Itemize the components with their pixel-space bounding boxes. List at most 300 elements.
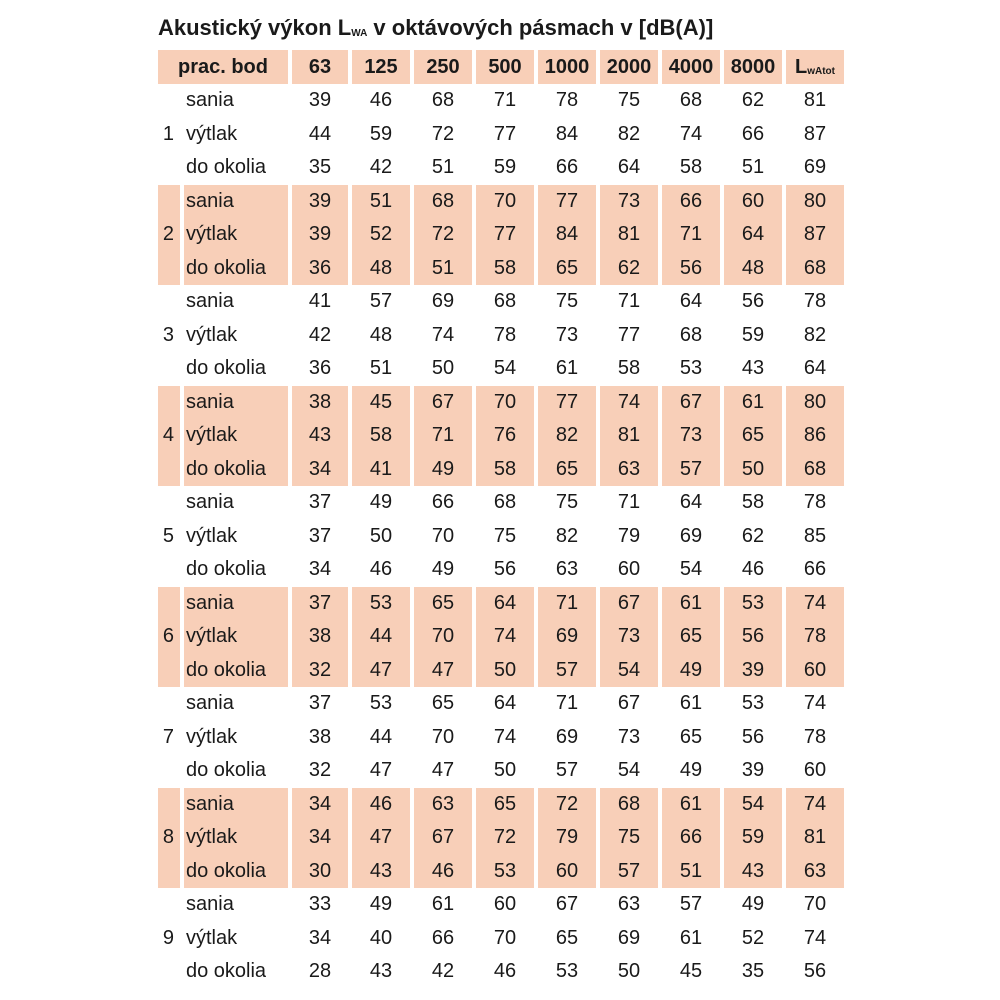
band-value-cell: 71 <box>555 692 579 715</box>
band-value-cell: 42 <box>369 156 393 179</box>
band-value-cell: 41 <box>308 290 332 313</box>
operating-point-number <box>158 855 180 889</box>
band-value-cell: 58 <box>741 491 765 514</box>
band-value-cell: 53 <box>369 692 393 715</box>
band-value-cell: 67 <box>555 893 579 916</box>
operating-point-number: 5 <box>162 524 174 547</box>
band-value-cell: 70 <box>414 620 472 654</box>
band-value-cell: 82 <box>538 419 596 453</box>
total-value-cell: 87 <box>786 218 844 252</box>
band-value-cell: 61 <box>679 692 703 715</box>
band-value-cell: 51 <box>431 156 455 179</box>
band-value-cell: 63 <box>555 558 579 581</box>
band-value-cell: 57 <box>555 759 579 782</box>
table-row <box>158 553 844 587</box>
operating-point-number: 9 <box>162 926 174 949</box>
operating-point-number: 2 <box>158 218 180 252</box>
band-value-cell: 73 <box>555 323 579 346</box>
band-value-cell: 34 <box>292 453 348 487</box>
band-value-cell: 47 <box>431 759 455 782</box>
band-value-cell: 50 <box>476 654 534 688</box>
band-value-cell: 46 <box>414 855 472 889</box>
band-value-cell: 77 <box>476 218 534 252</box>
band-value-cell: 54 <box>679 558 703 581</box>
band-value-cell: 72 <box>538 788 596 822</box>
table-row <box>158 955 844 989</box>
table-row <box>158 352 844 386</box>
band-value-cell: 69 <box>538 620 596 654</box>
band-value-cell: 32 <box>292 654 348 688</box>
band-value-cell: 43 <box>369 960 393 983</box>
table-row <box>158 319 844 353</box>
band-value-cell: 78 <box>493 323 517 346</box>
band-value-cell: 39 <box>741 759 765 782</box>
band-value-cell: 53 <box>679 357 703 380</box>
band-value-cell: 59 <box>369 122 393 145</box>
table-row <box>158 855 844 889</box>
row-label: do okolia <box>184 453 288 487</box>
band-value-cell: 38 <box>292 620 348 654</box>
header-total-main: L <box>795 55 808 78</box>
band-value-cell: 56 <box>662 252 720 286</box>
total-value-cell: 68 <box>786 252 844 286</box>
operating-point-number <box>158 788 180 822</box>
band-value-cell: 74 <box>431 323 455 346</box>
band-value-cell: 72 <box>476 821 534 855</box>
band-value-cell: 48 <box>369 323 393 346</box>
total-value-cell: 70 <box>803 893 827 916</box>
band-value-cell: 48 <box>352 252 410 286</box>
row-label: sania <box>184 386 288 420</box>
row-label: do okolia <box>186 357 267 380</box>
band-value-cell: 46 <box>369 89 393 112</box>
band-value-cell: 57 <box>538 654 596 688</box>
band-value-cell: 62 <box>741 524 765 547</box>
header-band: 500 <box>476 50 534 84</box>
band-value-cell: 38 <box>292 386 348 420</box>
band-value-cell: 46 <box>352 788 410 822</box>
row-label: do okolia <box>186 558 267 581</box>
header-point: prac. bod <box>158 50 288 84</box>
band-value-cell: 67 <box>414 386 472 420</box>
band-value-cell: 68 <box>600 788 658 822</box>
band-value-cell: 65 <box>538 252 596 286</box>
total-value-cell: 80 <box>786 185 844 219</box>
band-value-cell: 53 <box>555 960 579 983</box>
table-row <box>158 654 844 688</box>
band-value-cell: 53 <box>352 587 410 621</box>
band-value-cell: 51 <box>662 855 720 889</box>
operating-point-number <box>158 553 180 587</box>
band-value-cell: 48 <box>724 252 782 286</box>
band-value-cell: 44 <box>308 122 332 145</box>
band-value-cell: 50 <box>493 759 517 782</box>
total-value-cell: 78 <box>803 725 827 748</box>
band-value-cell: 51 <box>369 357 393 380</box>
operating-point-number <box>158 654 180 688</box>
band-value-cell: 64 <box>617 156 641 179</box>
total-value-cell: 78 <box>803 491 827 514</box>
row-label: sania <box>184 587 288 621</box>
band-value-cell: 65 <box>414 587 472 621</box>
band-value-cell: 71 <box>617 290 641 313</box>
band-value-cell: 37 <box>308 692 332 715</box>
band-value-cell: 82 <box>617 122 641 145</box>
table-row <box>158 419 844 453</box>
band-value-cell: 84 <box>538 218 596 252</box>
table-row <box>158 218 844 252</box>
band-value-cell: 51 <box>414 252 472 286</box>
band-value-cell: 70 <box>476 386 534 420</box>
total-value-cell: 68 <box>786 453 844 487</box>
operating-point-number <box>158 352 180 386</box>
band-value-cell: 70 <box>431 725 455 748</box>
total-value-cell: 86 <box>786 419 844 453</box>
band-value-cell: 51 <box>352 185 410 219</box>
band-value-cell: 50 <box>724 453 782 487</box>
band-value-cell: 49 <box>414 453 472 487</box>
total-value-cell: 74 <box>803 926 827 949</box>
table-row <box>158 888 844 922</box>
header-band: 125 <box>352 50 410 84</box>
total-value-cell: 74 <box>786 788 844 822</box>
band-value-cell: 64 <box>476 587 534 621</box>
band-value-cell: 81 <box>600 419 658 453</box>
band-value-cell: 56 <box>741 725 765 748</box>
band-value-cell: 44 <box>352 620 410 654</box>
band-value-cell: 66 <box>431 491 455 514</box>
row-label: výtlak <box>186 122 238 145</box>
band-value-cell: 64 <box>724 218 782 252</box>
band-value-cell: 77 <box>538 185 596 219</box>
band-value-cell: 68 <box>493 290 517 313</box>
header-total-sub: wAtot <box>807 65 835 77</box>
band-value-cell: 49 <box>369 491 393 514</box>
band-value-cell: 43 <box>352 855 410 889</box>
band-value-cell: 71 <box>662 218 720 252</box>
band-value-cell: 77 <box>617 323 641 346</box>
table-row <box>158 687 844 721</box>
table-row <box>158 252 844 286</box>
band-value-cell: 81 <box>600 218 658 252</box>
band-value-cell: 49 <box>741 893 765 916</box>
band-value-cell: 69 <box>617 926 641 949</box>
band-value-cell: 43 <box>741 357 765 380</box>
total-value-cell: 69 <box>803 156 827 179</box>
band-value-cell: 63 <box>414 788 472 822</box>
title-prefix: Akustický výkon L <box>158 15 352 40</box>
band-value-cell: 54 <box>600 654 658 688</box>
row-label: výtlak <box>184 620 288 654</box>
band-value-cell: 45 <box>352 386 410 420</box>
band-value-cell: 49 <box>662 654 720 688</box>
total-value-cell: 60 <box>786 654 844 688</box>
total-value-cell: 78 <box>803 290 827 313</box>
band-value-cell: 57 <box>369 290 393 313</box>
band-value-cell: 75 <box>617 89 641 112</box>
header-band: 4000 <box>662 50 720 84</box>
row-label: do okolia <box>186 759 267 782</box>
band-value-cell: 65 <box>662 620 720 654</box>
row-label: sania <box>186 893 234 916</box>
band-value-cell: 70 <box>493 926 517 949</box>
band-value-cell: 68 <box>679 323 703 346</box>
table-row <box>158 453 844 487</box>
band-value-cell: 66 <box>662 185 720 219</box>
band-value-cell: 54 <box>493 357 517 380</box>
band-value-cell: 47 <box>352 821 410 855</box>
band-value-cell: 57 <box>662 453 720 487</box>
band-value-cell: 77 <box>538 386 596 420</box>
band-value-cell: 75 <box>600 821 658 855</box>
band-value-cell: 34 <box>308 926 332 949</box>
band-value-cell: 62 <box>600 252 658 286</box>
table-row <box>158 151 844 185</box>
band-value-cell: 65 <box>431 692 455 715</box>
total-value-cell: 87 <box>803 122 827 145</box>
table-row <box>158 285 844 319</box>
band-value-cell: 71 <box>538 587 596 621</box>
band-value-cell: 66 <box>741 122 765 145</box>
table-row <box>158 84 844 118</box>
band-value-cell: 37 <box>308 491 332 514</box>
total-value-cell: 74 <box>786 587 844 621</box>
band-value-cell: 49 <box>369 893 393 916</box>
band-value-cell: 74 <box>679 122 703 145</box>
band-value-cell: 46 <box>369 558 393 581</box>
band-value-cell: 61 <box>679 926 703 949</box>
band-value-cell: 56 <box>493 558 517 581</box>
band-value-cell: 42 <box>308 323 332 346</box>
band-value-cell: 61 <box>662 587 720 621</box>
band-value-cell: 79 <box>617 524 641 547</box>
band-value-cell: 75 <box>555 491 579 514</box>
band-value-cell: 58 <box>476 252 534 286</box>
title-suffix: v oktávových pásmach v [dB(A)] <box>367 15 714 40</box>
band-value-cell: 49 <box>431 558 455 581</box>
band-value-cell: 65 <box>538 453 596 487</box>
band-value-cell: 57 <box>679 893 703 916</box>
operating-point-number <box>158 453 180 487</box>
band-value-cell: 60 <box>493 893 517 916</box>
total-value-cell: 64 <box>803 357 827 380</box>
band-value-cell: 60 <box>724 185 782 219</box>
band-value-cell: 70 <box>476 185 534 219</box>
band-value-cell: 54 <box>617 759 641 782</box>
row-label: výtlak <box>184 821 288 855</box>
total-value-cell: 63 <box>786 855 844 889</box>
band-value-cell: 47 <box>352 654 410 688</box>
row-label: do okolia <box>186 960 267 983</box>
table-row <box>158 587 844 621</box>
operating-point-number: 7 <box>162 725 174 748</box>
table-row <box>158 118 844 152</box>
band-value-cell: 61 <box>555 357 579 380</box>
band-value-cell: 50 <box>431 357 455 380</box>
header-band: 63 <box>292 50 348 84</box>
band-value-cell: 65 <box>679 725 703 748</box>
total-value-cell: 85 <box>803 524 827 547</box>
band-value-cell: 68 <box>679 89 703 112</box>
total-value-cell: 74 <box>803 692 827 715</box>
table-row <box>158 754 844 788</box>
band-value-cell: 73 <box>600 620 658 654</box>
header-band: 2000 <box>600 50 658 84</box>
band-value-cell: 73 <box>617 725 641 748</box>
band-value-cell: 65 <box>476 788 534 822</box>
row-label: výtlak <box>186 926 238 949</box>
band-value-cell: 33 <box>308 893 332 916</box>
table-row <box>158 620 844 654</box>
band-value-cell: 84 <box>555 122 579 145</box>
band-value-cell: 68 <box>493 491 517 514</box>
band-value-cell: 53 <box>724 587 782 621</box>
band-value-cell: 50 <box>369 524 393 547</box>
band-value-cell: 46 <box>741 558 765 581</box>
band-value-cell: 44 <box>369 725 393 748</box>
band-value-cell: 64 <box>493 692 517 715</box>
operating-point-number <box>158 285 180 319</box>
band-value-cell: 41 <box>352 453 410 487</box>
total-value-cell: 82 <box>803 323 827 346</box>
row-label: sania <box>186 692 234 715</box>
row-label: sania <box>186 290 234 313</box>
total-value-cell: 81 <box>803 89 827 112</box>
total-value-cell: 60 <box>803 759 827 782</box>
operating-point-number <box>158 486 180 520</box>
operating-point-number <box>158 955 180 989</box>
band-value-cell: 53 <box>741 692 765 715</box>
band-value-cell: 34 <box>308 558 332 581</box>
operating-point-number <box>158 151 180 185</box>
row-label: výtlak <box>186 323 238 346</box>
total-value-cell: 81 <box>786 821 844 855</box>
band-value-cell: 69 <box>555 725 579 748</box>
operating-point-number: 3 <box>162 323 174 346</box>
row-label: sania <box>184 788 288 822</box>
band-value-cell: 50 <box>617 960 641 983</box>
band-value-cell: 35 <box>308 156 332 179</box>
band-value-cell: 39 <box>308 89 332 112</box>
band-value-cell: 34 <box>292 788 348 822</box>
row-label: do okolia <box>184 252 288 286</box>
band-value-cell: 74 <box>493 725 517 748</box>
band-value-cell: 64 <box>679 290 703 313</box>
band-value-cell: 58 <box>679 156 703 179</box>
operating-point-number <box>158 888 180 922</box>
band-value-cell: 75 <box>493 524 517 547</box>
band-value-cell: 66 <box>555 156 579 179</box>
band-value-cell: 37 <box>292 587 348 621</box>
total-value-cell: 80 <box>786 386 844 420</box>
band-value-cell: 71 <box>493 89 517 112</box>
band-value-cell: 67 <box>617 692 641 715</box>
band-value-cell: 61 <box>431 893 455 916</box>
row-label: sania <box>186 89 234 112</box>
total-value-cell: 78 <box>786 620 844 654</box>
band-value-cell: 78 <box>555 89 579 112</box>
acoustic-power-table <box>154 50 848 989</box>
table-row <box>158 788 844 822</box>
band-value-cell: 45 <box>679 960 703 983</box>
band-value-cell: 68 <box>414 185 472 219</box>
band-value-cell: 68 <box>431 89 455 112</box>
operating-point-number: 1 <box>162 122 174 145</box>
band-value-cell: 74 <box>476 620 534 654</box>
header-row <box>158 50 844 84</box>
total-value-cell: 66 <box>803 558 827 581</box>
band-value-cell: 61 <box>724 386 782 420</box>
table-title <box>158 12 713 49</box>
row-label: výtlak <box>184 419 288 453</box>
row-label: do okolia <box>186 156 267 179</box>
row-label: výtlak <box>184 218 288 252</box>
band-value-cell: 39 <box>292 185 348 219</box>
table-row <box>158 185 844 219</box>
band-value-cell: 82 <box>555 524 579 547</box>
band-value-cell: 59 <box>741 323 765 346</box>
band-value-cell: 61 <box>662 788 720 822</box>
band-value-cell: 47 <box>414 654 472 688</box>
band-value-cell: 58 <box>476 453 534 487</box>
band-value-cell: 66 <box>662 821 720 855</box>
header-band: 1000 <box>538 50 596 84</box>
band-value-cell: 34 <box>292 821 348 855</box>
band-value-cell: 67 <box>662 386 720 420</box>
band-value-cell: 52 <box>741 926 765 949</box>
band-value-cell: 73 <box>662 419 720 453</box>
operating-point-number: 8 <box>158 821 180 855</box>
band-value-cell: 71 <box>617 491 641 514</box>
row-label: do okolia <box>184 654 288 688</box>
row-label: výtlak <box>186 524 238 547</box>
band-value-cell: 72 <box>431 122 455 145</box>
title-subscript: WA <box>351 28 368 39</box>
operating-point-number <box>158 252 180 286</box>
band-value-cell: 63 <box>617 893 641 916</box>
band-value-cell: 79 <box>538 821 596 855</box>
band-value-cell: 59 <box>724 821 782 855</box>
band-value-cell: 37 <box>308 524 332 547</box>
band-value-cell: 40 <box>369 926 393 949</box>
band-value-cell: 77 <box>493 122 517 145</box>
band-value-cell: 42 <box>431 960 455 983</box>
band-value-cell: 64 <box>679 491 703 514</box>
band-value-cell: 56 <box>741 290 765 313</box>
operating-point-number: 4 <box>158 419 180 453</box>
band-value-cell: 43 <box>292 419 348 453</box>
band-value-cell: 49 <box>679 759 703 782</box>
band-value-cell: 76 <box>476 419 534 453</box>
row-label: do okolia <box>184 855 288 889</box>
band-value-cell: 74 <box>600 386 658 420</box>
band-value-cell: 63 <box>600 453 658 487</box>
operating-point-number <box>158 386 180 420</box>
band-value-cell: 73 <box>600 185 658 219</box>
band-value-cell: 39 <box>724 654 782 688</box>
band-value-cell: 46 <box>493 960 517 983</box>
table-row <box>158 821 844 855</box>
band-value-cell: 67 <box>600 587 658 621</box>
band-value-cell: 32 <box>308 759 332 782</box>
band-value-cell: 71 <box>414 419 472 453</box>
header-band: 250 <box>414 50 472 84</box>
table-row <box>158 386 844 420</box>
band-value-cell: 58 <box>617 357 641 380</box>
band-value-cell: 60 <box>617 558 641 581</box>
band-value-cell: 65 <box>724 419 782 453</box>
operating-point-number <box>158 185 180 219</box>
